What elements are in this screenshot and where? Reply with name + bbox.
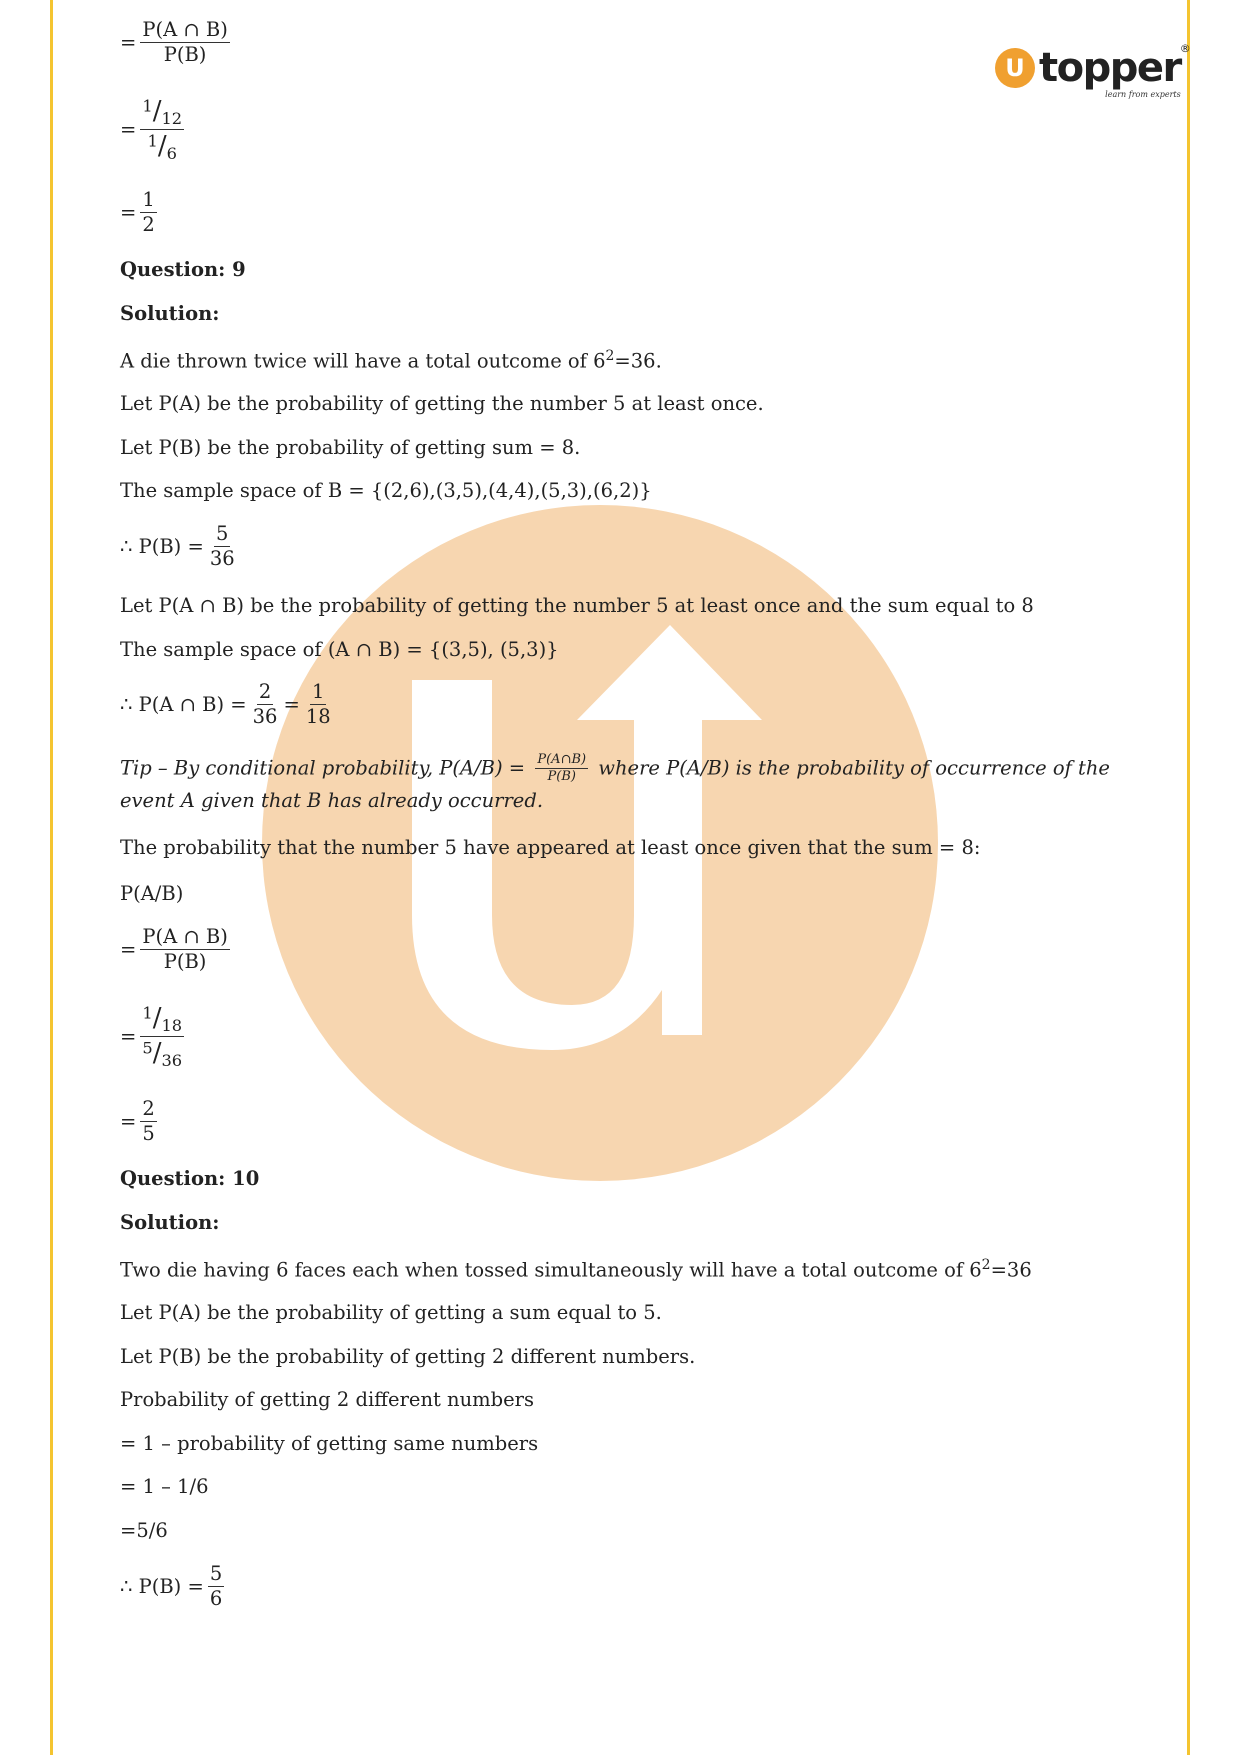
- compound-fraction: [140, 95, 184, 164]
- equation-label: ∴ P(B) =: [120, 1575, 204, 1599]
- fraction: [140, 1097, 156, 1147]
- text-line: Let P(B) be the probability of getting sum = 8.: [120, 436, 581, 459]
- logo-badge-icon: U: [995, 48, 1035, 88]
- denominator: 6: [209, 1587, 223, 1611]
- equation-line: [120, 522, 241, 572]
- denominator: 36: [209, 547, 235, 571]
- equals-sign: =: [120, 1110, 137, 1134]
- equals-sign: =: [283, 693, 300, 717]
- text: =36.: [614, 349, 662, 373]
- denominator-part: 5: [142, 1038, 153, 1058]
- text-line: Probability of getting 2 different numbers: [120, 1388, 534, 1411]
- page-border-right: [1187, 0, 1190, 1755]
- solution-heading: Solution:: [120, 1211, 220, 1234]
- fraction: [140, 188, 156, 238]
- solution-heading: Solution:: [120, 302, 220, 325]
- text: Two die having 6 faces each when tossed simultaneously will have a total outcome of 6: [120, 1258, 982, 1282]
- numerator: 2: [257, 680, 273, 705]
- equation-line: [120, 1097, 161, 1147]
- text-line: Let P(B) be the probability of getting 2 different numbers.: [120, 1345, 696, 1368]
- denominator: $^5/_{36}$: [142, 1038, 183, 1071]
- fraction: [140, 18, 229, 68]
- numerator: P(A ∩ B): [140, 925, 229, 950]
- text-line: = 1 – probability of getting same numbers: [120, 1432, 539, 1455]
- equation-line: [120, 680, 337, 730]
- text-line: Let P(A ∩ B) be the probability of getting the number 5 at least once and the sum equal to 8: [120, 594, 1034, 617]
- denominator-part: 36: [161, 1051, 183, 1071]
- text-line: [120, 1257, 1032, 1282]
- logo-registered-mark: ®: [1179, 42, 1191, 55]
- compound-fraction: [140, 1002, 184, 1071]
- equals-sign: =: [120, 938, 137, 962]
- equals-sign: =: [120, 201, 137, 225]
- numerator: 5: [208, 1562, 224, 1587]
- text-line: The sample space of (A ∩ B) = {(3,5), (5,3)}: [120, 638, 559, 661]
- equation-label: ∴ P(A ∩ B) =: [120, 693, 247, 717]
- text-line: = 1 – 1/6: [120, 1475, 209, 1498]
- text-line: The sample space of B = {(2,6),(3,5),(4,4),(5,3),(6,2)}: [120, 479, 652, 502]
- denominator: 5: [142, 1122, 155, 1146]
- numerator: $^1/_{18}$: [140, 1002, 184, 1037]
- fraction: [304, 680, 333, 730]
- denominator: P(B): [163, 43, 207, 67]
- denominator: P(B): [163, 950, 207, 974]
- tip-note: [120, 752, 1110, 816]
- text-line: P(A/B): [120, 882, 184, 905]
- numerator: 1: [140, 188, 156, 213]
- question-heading: Question: 10: [120, 1167, 260, 1190]
- equation-line: [120, 1002, 188, 1071]
- equation-line: [120, 18, 234, 68]
- numerator: 2: [140, 1097, 156, 1122]
- equation-line: [120, 1562, 228, 1612]
- text-line: =5/6: [120, 1519, 168, 1542]
- superscript: 2: [605, 348, 615, 364]
- text: A die thrown twice will have a total outcome of 6: [120, 349, 606, 373]
- superscript: 2: [981, 1257, 991, 1273]
- brand-logo: [995, 42, 1191, 99]
- fraction: [140, 925, 229, 975]
- equation-line: [120, 95, 188, 164]
- denominator: $^1/_6$: [147, 131, 177, 164]
- text-line: The probability that the number 5 have appeared at least once given that the sum = 8:: [120, 836, 981, 859]
- equals-sign: =: [120, 31, 137, 55]
- numerator-part: 1: [142, 1003, 153, 1023]
- text-line: Let P(A) be the probability of getting a sum equal to 5.: [120, 1301, 662, 1324]
- fraction: [535, 752, 588, 786]
- fraction: [208, 1562, 224, 1612]
- numerator-part: 1: [142, 96, 153, 116]
- logo-tagline: learn from experts: [1105, 90, 1181, 99]
- equation-line: [120, 188, 161, 238]
- fraction: [251, 680, 280, 730]
- denominator-part: 6: [166, 144, 177, 164]
- numerator: P(A∩B): [535, 752, 588, 769]
- question-heading: Question: 9: [120, 258, 246, 281]
- page-border-left: [50, 0, 53, 1755]
- tip-text: where P(A/B) is the probability of occurrence of the event A given that B has already occurred.: [120, 756, 1110, 812]
- tip-text: Tip – By conditional probability, P(A/B) =: [120, 756, 526, 780]
- logo-wordmark: topper: [1039, 45, 1181, 91]
- denominator: 2: [142, 213, 155, 237]
- numerator: P(A ∩ B): [140, 18, 229, 43]
- numerator: 5: [214, 522, 230, 547]
- denominator: 18: [305, 705, 331, 729]
- text-line: Let P(A) be the probability of getting the number 5 at least once.: [120, 392, 764, 415]
- numerator: $^1/_{12}$: [140, 95, 184, 130]
- numerator: 1: [310, 680, 326, 705]
- fraction: [208, 522, 237, 572]
- denominator: 36: [252, 705, 278, 729]
- equals-sign: =: [120, 118, 137, 141]
- denominator-part: 1: [147, 131, 158, 151]
- numerator-part: 18: [161, 1015, 183, 1035]
- equals-sign: =: [120, 1025, 137, 1048]
- text: =36: [990, 1258, 1032, 1282]
- text-line: [120, 348, 662, 373]
- equation-line: [120, 925, 234, 975]
- numerator-part: 12: [161, 108, 183, 128]
- denominator: P(B): [547, 769, 576, 785]
- equation-label: ∴ P(B) =: [120, 535, 204, 559]
